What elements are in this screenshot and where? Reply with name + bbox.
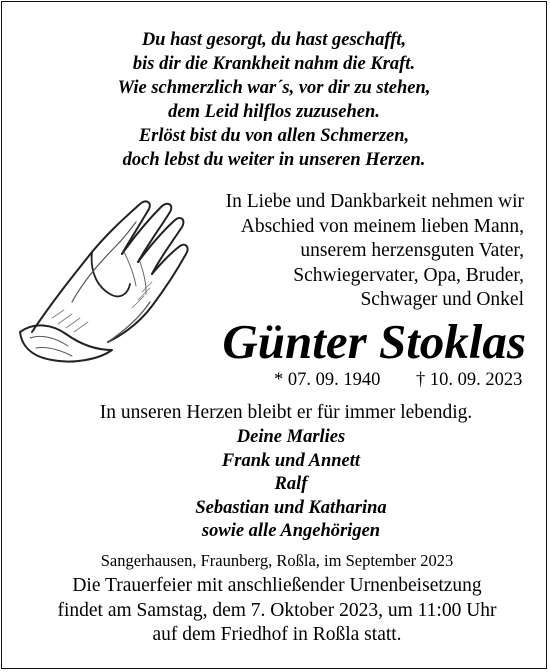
place-and-date: Sangerhausen, Fraunberg, Roßla, im September 2023 bbox=[100, 551, 454, 570]
mourner: Frank und Annett bbox=[221, 450, 361, 471]
praying-hands-icon bbox=[12, 182, 202, 367]
farewell-line: Schwiegervater, Opa, Bruder, bbox=[293, 264, 524, 286]
obituary-notice bbox=[1, 1, 547, 669]
mourner: Ralf bbox=[274, 474, 308, 494]
birth-date: * 07. 09. 1940 bbox=[274, 370, 381, 390]
mourners-list bbox=[2, 426, 546, 544]
poem-line: Du hast gesorgt, du hast geschafft, bbox=[141, 30, 407, 50]
service-line: findet am Samstag, dem 7. Oktober 2023, um 11:00 Uhr bbox=[57, 599, 497, 621]
farewell-text bbox=[194, 190, 524, 313]
deceased-name: Günter Stoklas bbox=[222, 314, 526, 369]
mourner: Deine Marlies bbox=[236, 427, 346, 447]
poem-line: doch lebst du weiter in unseren Herzen. bbox=[122, 150, 426, 170]
service-line: auf dem Friedhof in Roßla statt. bbox=[152, 624, 402, 645]
poem-line: dem Leid hilflos zuzusehen. bbox=[168, 102, 380, 122]
memory-line: In unseren Herzen bleibt er für immer lebendig. bbox=[99, 402, 473, 423]
poem-line: Wie schmerzlich war´s, vor dir zu stehen, bbox=[117, 78, 431, 98]
mourner: Sebastian und Katharina bbox=[195, 497, 387, 518]
farewell-line: Abschied von meinem lieben Mann, bbox=[240, 215, 524, 237]
mourner: sowie alle Angehörigen bbox=[201, 521, 381, 541]
farewell-line: unserem herzensguten Vater, bbox=[300, 240, 524, 261]
service-line: Die Trauerfeier mit anschließender Urnenbeisetzung bbox=[72, 575, 482, 596]
memorial-poem bbox=[2, 28, 546, 172]
farewell-line: Schwager und Onkel bbox=[360, 289, 524, 310]
funeral-service-info bbox=[2, 574, 546, 648]
poem-line: bis dir die Krankheit nahm die Kraft. bbox=[132, 54, 416, 74]
poem-line: Erlöst bist du von allen Schmerzen, bbox=[138, 126, 410, 146]
death-date: † 10. 09. 2023 bbox=[416, 370, 523, 390]
farewell-line: In Liebe und Dankbarkeit nehmen wir bbox=[225, 191, 524, 212]
